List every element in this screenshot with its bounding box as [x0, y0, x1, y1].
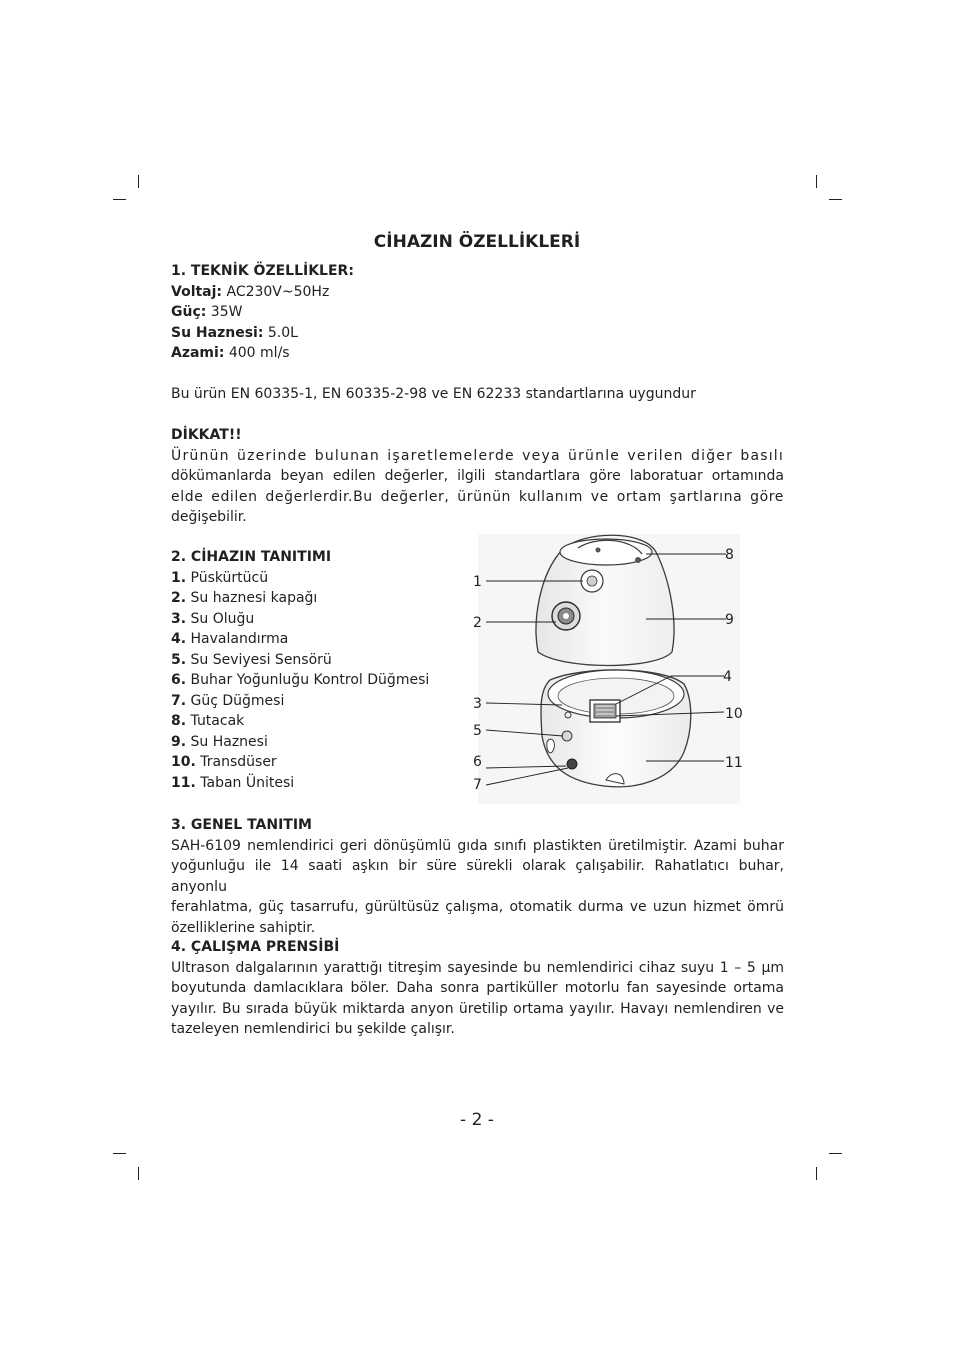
- section-heading: 1. TEKNİK ÖZELLİKLER:: [171, 263, 354, 279]
- list-item: [171, 588, 471, 609]
- general-section: [171, 815, 784, 938]
- item-name: Su Oluğu: [186, 610, 255, 627]
- spec-row: [171, 282, 784, 303]
- callout-9: 9: [725, 612, 734, 628]
- item-number: 1.: [171, 569, 187, 586]
- item-number: 5.: [171, 651, 187, 668]
- item-name: Taban Ünitesi: [195, 774, 295, 791]
- item-name: Buhar Yoğunluğu Kontrol Düğmesi: [186, 672, 430, 688]
- paragraph-line: SAH-6109 nemlendirici geri dönüşümlü gıda sınıfı plastikten üretilmiştir. Azami buhar: [171, 837, 784, 854]
- list-item: [171, 568, 471, 589]
- callout-11: 11: [725, 755, 743, 771]
- item-number: 11.: [171, 774, 196, 791]
- item-number: 7.: [171, 692, 187, 709]
- spec-label: Güç:: [171, 304, 207, 320]
- warning-line: Ürünün üzerinde bulunan işaretlemelerde veya ürünle verilen diğer basılı: [171, 447, 784, 464]
- item-number: 3.: [171, 610, 187, 627]
- item-name: Güç Düğmesi: [186, 692, 285, 709]
- item-number: 4.: [171, 631, 187, 647]
- item-name: Tutacak: [186, 713, 245, 729]
- crop-mark: [816, 175, 817, 188]
- technical-specs: [171, 261, 784, 364]
- list-item: [171, 752, 471, 773]
- crop-mark: [816, 1167, 817, 1180]
- page-title: CİHAZIN ÖZELLİKLERİ: [373, 232, 581, 252]
- principle-section: [171, 937, 784, 1040]
- item-name: Su haznesi kapağı: [186, 590, 318, 606]
- paragraph-line: yayılır. Bu sırada büyük miktarda anyon üretilip ortama yayılır. Havayı nemlendiren ve: [171, 1000, 784, 1017]
- standards-note: [171, 384, 784, 405]
- warning-heading: DİKKAT!!: [171, 427, 242, 443]
- spec-row: [171, 302, 784, 323]
- callout-8: 8: [725, 547, 734, 563]
- callout-10: 10: [725, 706, 743, 722]
- warning-line: elde edilen değerlerdir.Bu değerler, ürünün kullanım ve ortam şartlarına göre: [171, 488, 784, 505]
- paragraph-line: özelliklerine sahiptir.: [171, 919, 316, 936]
- paragraph-line: ferahlatma, güç tasarrufu, gürültüsüz çalışma, otomatik durma ve uzun hizmet ömrü: [171, 899, 784, 915]
- list-item: [171, 609, 471, 630]
- callout-3: 3: [473, 696, 482, 712]
- standards-text: Bu ürün EN 60335-1, EN 60335-2-98 ve EN 62233 standartlarına uygundur: [171, 386, 696, 402]
- list-item: [171, 691, 471, 712]
- spec-value: AC230V~50Hz: [222, 283, 330, 300]
- item-number: 9.: [171, 733, 187, 750]
- crop-mark: [113, 199, 126, 200]
- item-name: Su Haznesi: [186, 733, 268, 750]
- spec-label: Azami:: [171, 345, 225, 361]
- paragraph-line: boyutunda damlacıklara böler. Daha sonra partiküller motorlu fan sayesinde ortama: [171, 980, 784, 996]
- paragraph-line: tazeleyen nemlendirici bu şekilde çalışır.: [171, 1021, 455, 1037]
- item-name: Havalandırma: [186, 631, 289, 647]
- callout-1: 1: [473, 574, 482, 590]
- list-item: [171, 629, 471, 650]
- item-number: 6.: [171, 672, 187, 688]
- humidifier-diagram: [466, 534, 756, 804]
- section-heading: 3. GENEL TANITIM: [171, 817, 312, 833]
- warning-line: değişebilir.: [171, 509, 247, 525]
- callout-5: 5: [473, 723, 482, 739]
- item-name: Su Seviyesi Sensörü: [186, 651, 332, 668]
- section-heading: 4. ÇALIŞMA PRENSİBİ: [171, 939, 340, 955]
- page-number: - 2 -: [460, 1110, 494, 1130]
- spec-label: Su Haznesi:: [171, 324, 264, 341]
- paragraph-line: Ultrason dalgalarının yarattığı titreşim sayesinde bu nemlendirici cihaz suyu 1 – 5 μm: [171, 959, 784, 976]
- crop-mark: [138, 1167, 139, 1180]
- crop-mark: [829, 199, 842, 200]
- spec-value: 35W: [206, 304, 243, 320]
- crop-mark: [138, 175, 139, 188]
- item-number: 8.: [171, 713, 187, 729]
- warning-section: [171, 425, 784, 528]
- crop-mark: [113, 1153, 126, 1154]
- parts-list: [171, 547, 471, 793]
- item-number: 10.: [171, 754, 196, 770]
- list-item: [171, 650, 471, 671]
- spec-row: [171, 343, 784, 364]
- list-item: [171, 711, 471, 732]
- spec-value: 400 ml/s: [224, 345, 290, 361]
- callout-6: 6: [473, 754, 482, 770]
- spec-row: [171, 323, 784, 344]
- item-name: Püskürtücü: [186, 569, 269, 586]
- callout-4: 4: [723, 669, 732, 685]
- list-item: [171, 732, 471, 753]
- spec-value: 5.0L: [263, 324, 298, 341]
- paragraph-line: yoğunluğu ile 14 saati aşkın bir süre sürekli olarak çalışabilir. Rahatlatıcı buhar, anyonlu: [171, 858, 784, 895]
- section-heading: 2. CİHAZIN TANITIMI: [171, 549, 332, 565]
- callout-7: 7: [473, 777, 482, 793]
- spec-label: Voltaj:: [171, 283, 223, 300]
- list-item: [171, 773, 471, 794]
- warning-line: dökümanlarda beyan edilen değerler, ilgili standartlara göre laboratuar ortamında: [171, 468, 784, 484]
- list-item: [171, 670, 471, 691]
- item-name: Transdüser: [195, 754, 277, 770]
- crop-mark: [829, 1153, 842, 1154]
- item-number: 2.: [171, 590, 187, 606]
- callout-2: 2: [473, 615, 482, 631]
